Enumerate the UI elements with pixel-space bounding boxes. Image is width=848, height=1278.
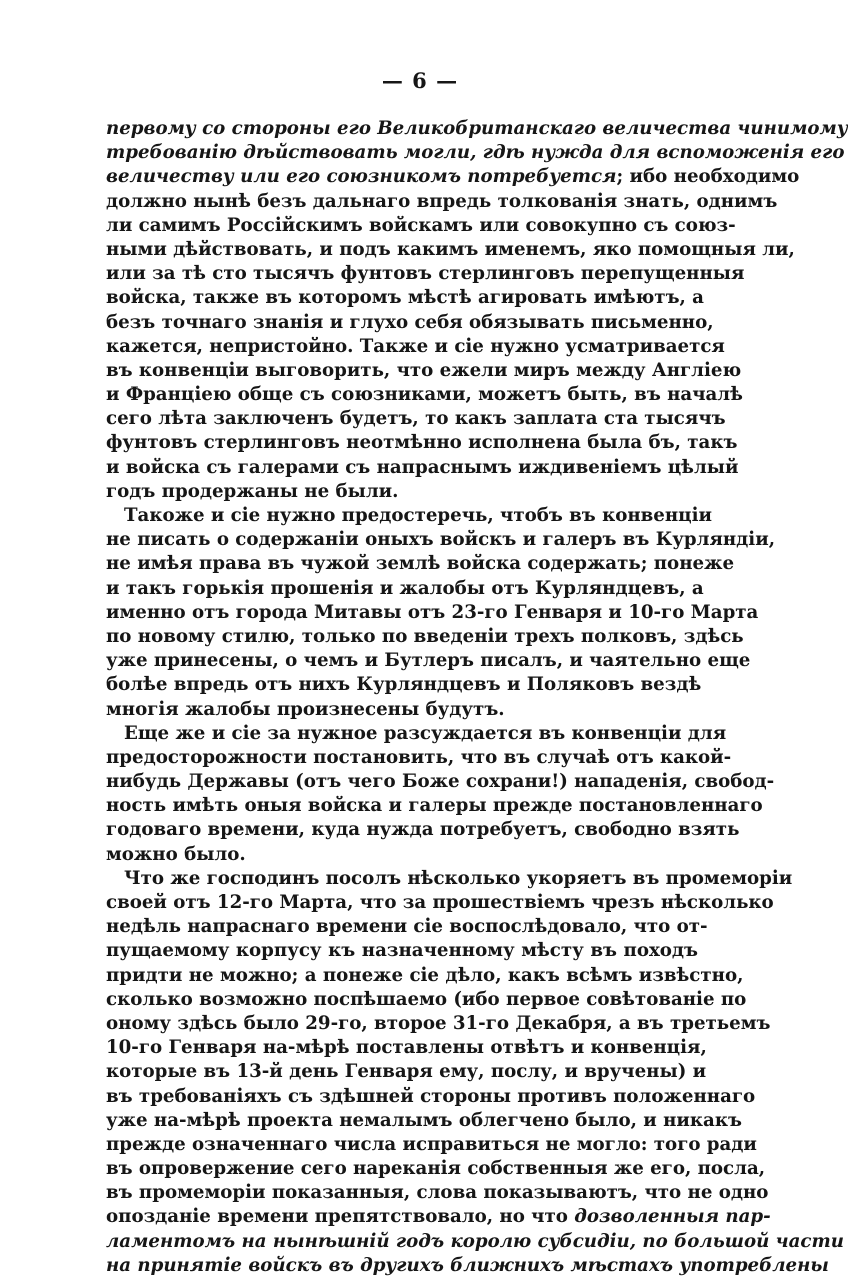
text-segment: 10-го Генваря на-мѣрѣ поставлены отвѣтъ и конвенція, <box>106 1037 707 1059</box>
text-segment: въ опровержение сего нареканія собственныя же его, посла, <box>106 1158 766 1180</box>
text-segment: годъ продержаны не были. <box>106 480 399 502</box>
text-segment: кажется, непристойно. Также и сіе нужно усматривается <box>106 335 725 357</box>
text-line <box>106 746 732 770</box>
text-segment: уже на-мѣрѣ проекта немалымъ облегчено было, и никакъ <box>106 1109 742 1131</box>
text-line <box>106 698 698 722</box>
text-segment: нибудь Державы (отъ чего Боже сохрани!) нападенія, свобод- <box>106 771 775 793</box>
text-segment: Такоже и сіе нужно предостеречь, чтобъ въ конвенціи <box>124 505 713 526</box>
text-line <box>106 190 778 214</box>
text-segment: фунтовъ стерлинговъ неотмѣнно исполнена была бъ, такъ <box>106 432 738 454</box>
text-line <box>106 528 776 552</box>
text-line <box>106 843 698 867</box>
italic-text-segment: величеству или его союзникомъ потребуется <box>106 166 617 188</box>
text-segment: Еще же и сіе за нужное разсуждается въ конвенціи для <box>124 722 727 744</box>
italic-text-segment: дозволенныя пар- <box>574 1206 771 1228</box>
text-line <box>106 1205 771 1229</box>
body-text <box>106 117 848 1278</box>
text-segment: не писать о содержаніи оныхъ войскъ и галеръ въ Курляндіи, <box>106 529 776 551</box>
text-line <box>106 456 739 480</box>
text-line <box>106 214 736 238</box>
text-line <box>106 1060 707 1084</box>
text-line <box>106 577 704 601</box>
text-line <box>106 1181 769 1205</box>
text-line <box>106 431 738 455</box>
italic-text-segment: на принятіе войскъ въ другихъ ближнихъ мѣстахъ употреблены <box>106 1254 829 1276</box>
text-segment: предосторожности постановить, что въ случаѣ отъ какой- <box>106 746 732 768</box>
text-line <box>106 359 742 383</box>
text-segment: можно было. <box>106 843 246 865</box>
text-segment: не имѣя права въ чужой землѣ войска содержать; понеже <box>106 553 735 575</box>
text-line <box>106 504 713 528</box>
text-segment: или за тѣ сто тысячъ фунтовъ стерлинговъ перепущенныя <box>106 263 745 285</box>
text-line <box>106 311 714 335</box>
text-segment: своей отъ 12-го Марта, что за прошествіемъ чрезъ нѣсколько <box>106 892 774 913</box>
italic-text-segment: требованію дѣйствовать могли, гдѣ нужда для вспоможенія его <box>106 142 845 164</box>
text-line <box>106 673 702 697</box>
text-line <box>106 722 727 746</box>
text-line <box>106 141 845 165</box>
text-line <box>106 552 735 576</box>
text-segment: въ промеморіи показанныя, слова показываютъ, что не одно <box>106 1182 769 1204</box>
text-line <box>106 964 744 988</box>
text-line <box>106 480 698 504</box>
text-line <box>106 286 704 310</box>
text-line <box>106 262 745 286</box>
text-segment: опозданіе времени препятствовало, но что <box>106 1206 575 1228</box>
text-segment: придти не можно; а понеже сіе дѣло, какъ всѣмъ извѣстно, <box>106 964 744 986</box>
text-segment: и войска съ галерами съ напраснымъ иждивеніемъ цѣлый <box>106 456 739 478</box>
text-segment: въ требованіяхъ съ здѣшней стороны противъ положеннаго <box>106 1085 756 1107</box>
text-segment: и Франціею обще съ союзниками, можетъ быть, въ началѣ <box>106 384 743 406</box>
text-segment: сего лѣта заключенъ будетъ, то какъ заплата ста тысячъ <box>106 408 726 430</box>
text-line <box>106 1133 757 1157</box>
text-line <box>106 1085 756 1109</box>
italic-text-segment: первому со стороны его Великобританскаго величества чинимому <box>106 118 848 139</box>
text-line <box>106 625 744 649</box>
text-line <box>106 939 698 963</box>
text-segment: ность имѣть оныя войска и галеры прежде постановленнаго <box>106 795 763 817</box>
text-line <box>106 335 725 359</box>
text-segment: именно отъ города Митавы отъ 23-го Генваря и 10-го Марта <box>106 601 759 623</box>
text-segment: недѣль напраснаго времени сіе воспослѣдовало, что от- <box>106 916 708 938</box>
text-line <box>106 117 848 141</box>
text-segment: сколько возможно поспѣшаемо (ибо первое совѣтованіе по <box>106 988 747 1010</box>
text-segment: войска, также въ которомъ мѣстѣ агировать имѣютъ, а <box>106 287 704 309</box>
text-segment: безъ точнаго знанія и глухо себя обязывать письменно, <box>106 311 714 333</box>
text-segment: болѣе впредь отъ нихъ Курляндцевъ и Поляковъ вездѣ <box>106 674 702 696</box>
text-line <box>106 867 793 891</box>
text-line <box>106 238 795 262</box>
text-line <box>106 915 708 939</box>
text-line <box>106 383 743 407</box>
text-segment: прежде означеннаго числа исправиться не могло: того ради <box>106 1133 757 1155</box>
text-segment: оному здѣсь было 29-го, второе 31-го Декабря, а въ третьемъ <box>106 1012 771 1034</box>
text-line <box>106 1157 766 1181</box>
text-line <box>106 988 747 1012</box>
text-segment: ; ибо необходимо <box>616 166 800 188</box>
text-line <box>106 165 800 189</box>
text-line <box>106 891 774 915</box>
text-line <box>106 1036 707 1060</box>
text-line <box>106 1230 844 1254</box>
text-line <box>106 818 740 842</box>
text-line <box>106 1254 829 1278</box>
text-line <box>106 407 726 431</box>
text-segment: должно нынѣ безъ дальнаго впредь толкованія знать, однимъ <box>106 190 778 212</box>
text-segment: пущаемому корпусу къ назначенному мѣсту въ походъ <box>106 940 698 962</box>
text-segment: многія жалобы произнесены будутъ. <box>106 698 505 720</box>
text-segment: уже принесены, о чемъ и Бутлеръ писалъ, и чаятельно еще <box>106 650 751 672</box>
text-line <box>106 649 751 673</box>
text-segment: въ конвенціи выговорить, что ежели миръ между Англіею <box>106 359 742 381</box>
text-line <box>106 1012 771 1036</box>
text-segment: по новому стилю, только по введеніи трехъ полковъ, здѣсь <box>106 625 744 647</box>
text-line <box>106 770 775 794</box>
text-segment: Что же господинъ посолъ нѣсколько укоряетъ въ промеморіи <box>124 867 793 889</box>
text-segment: ли самимъ Россійскимъ войскамъ или совокупно съ союз- <box>106 214 736 236</box>
text-line <box>106 1109 742 1133</box>
text-segment: и такъ горькія прошенія и жалобы отъ Курляндцевъ, а <box>106 577 704 599</box>
page-number: — 6 — <box>381 68 459 93</box>
text-line <box>106 794 763 818</box>
text-segment: ными дѣйствовать, и подъ какимъ именемъ, яко помощныя ли, <box>106 238 795 260</box>
italic-text-segment: ламентомъ на нынѣшній годъ королю субсидіи, по большой части <box>106 1230 844 1252</box>
text-line <box>106 601 759 625</box>
text-segment: которые въ 13-й день Генваря ему, послу, и вручены) и <box>106 1061 707 1083</box>
text-segment: годоваго времени, куда нужда потребуетъ, свободно взять <box>106 819 740 841</box>
